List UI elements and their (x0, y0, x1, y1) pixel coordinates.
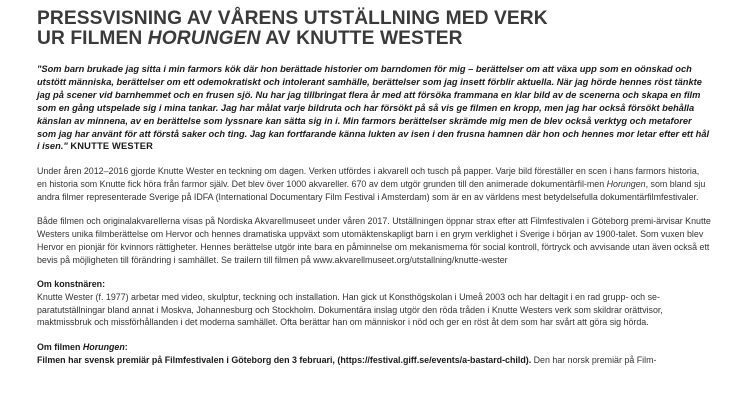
about-artist-section (37, 278, 711, 329)
about-film-text (37, 354, 711, 367)
press-release (37, 9, 711, 366)
intro-paragraph (37, 165, 711, 203)
exhibition-paragraph: Både filmen och originalakvarellerna visas på Nordiska Akvarellmuseet under våren 2017. Utställningen öppnar strax efter att Filmfestivalen i Göteborg premi-ärvisar Knutte Westers unika filmberättelse om Hervor och hennes dramatiska uppväxt som utomäktenskapligt barn i en grym verklighet i Sverige i början av 1900-talet. Som vuxen blev Hervor en pionjär för kvinnors rättigheter. Hennes berättelse utgör inte bara en påminnelse om mekanismerna för social kontroll, förtryck och avvisande utan även också ett bevis på möjligheten till förändring i samhället. Se trailern till filmen på www.akvarellmuseet.org/utstallning/knutte-wester (37, 216, 711, 265)
title-line-2-prefix: UR FILMEN (37, 28, 148, 49)
title-film-name: HORUNGEN (147, 28, 261, 49)
premiere-text: Filmen har svensk premiär på Filmfestivalen i Göteborg den 3 februari, (https://festival.giff.se/events/a-bastard-child). (37, 354, 532, 365)
title-line-1: PRESSVISNING AV VÅRENS UTSTÄLLNING MED VERK (37, 8, 548, 29)
quote-author: KNUTTE WESTER (70, 141, 154, 152)
about-artist-text: Knutte Wester (f. 1977) arbetar med video, skulptur, teckning och installation. Han gick ut Konsthögskolan i Umeå 2003 och har deltagit i en rad grupp- och se-paratutställningar bland annat i Moskva, Johannesburg och Stockholm. Dokumentära inslag utgör den röda tråden i Knutte Westers verk som skildrar orättvisor, maktmissbruk och missförhållanden i det moderna samhället. Ofta berättar han om människor i nöd och ger en röst åt dem som har svårt att göra sig hörda. (37, 291, 663, 328)
premiere-tail: Den har norsk premiär på Film- (531, 354, 657, 365)
about-film-heading-prefix: Om filmen (37, 342, 83, 353)
about-artist-heading: Om konstnären: (37, 279, 106, 290)
artist-quote (37, 63, 711, 153)
title-line-2-suffix: AV KNUTTE WESTER (260, 28, 463, 49)
about-film-heading-name: Horungen (82, 342, 125, 353)
intro-film-name: Horungen (606, 179, 646, 190)
intro-text-b: , som bland sju andra filmer representerade Sverige på IDFA (International Documentary Film Festival i Amsterdam) som är en av världens mest betydelsefulla dokumentärfilmfestivaler. (37, 179, 706, 202)
about-film-section (37, 341, 711, 366)
intro-text-a: Under åren 2012–2016 gjorde Knutte Wester en teckning om dagen. Verken utfördes i akvarell och tusch på papper. Varje bild föreställer en scen i hans farmors historia, en historia som Knutte fick höra från farmor själv. Det blev över 1000 akvareller. 670 av dem utgör grunden till den animerade dokumentärfil-men (37, 166, 700, 190)
quote-text: "Som barn brukade jag sitta i min farmors kök där hon berättade historier om barndomen för mig – berättelser om att växa upp som en oönskad och utstött människa, berättelser om ett odemokratiskt och intolerant samhälle, berättelser som jag insett förblir aktuella. När jag hörde hennes röst tänkte jag på scener vid barnhemmet och en frusen sjö. Nu har jag tillbringat flera år med att försöka frammana en klar bild av de scenerna och skapa en film som en gång utspelade sig i mina tankar. Jag har målat varje bildruta och har försökt på så vis ge filmen en kropp, men jag har också försökt behålla känslan av minnena, av en berättelse som lyssnare kan sätta sig in i. Min farmors berättelser skrämde mig men de blev också verktyg och metaforer som jag har använt för att förstå saker och ting. Jag kan fortfarande känna lukten av isen i den frusna hamnen där hon och hennes mor letar efter ett hål i isen." (37, 64, 710, 152)
about-film-heading (37, 341, 711, 354)
page-title (37, 9, 711, 49)
about-film-heading-suffix: : (124, 342, 128, 353)
